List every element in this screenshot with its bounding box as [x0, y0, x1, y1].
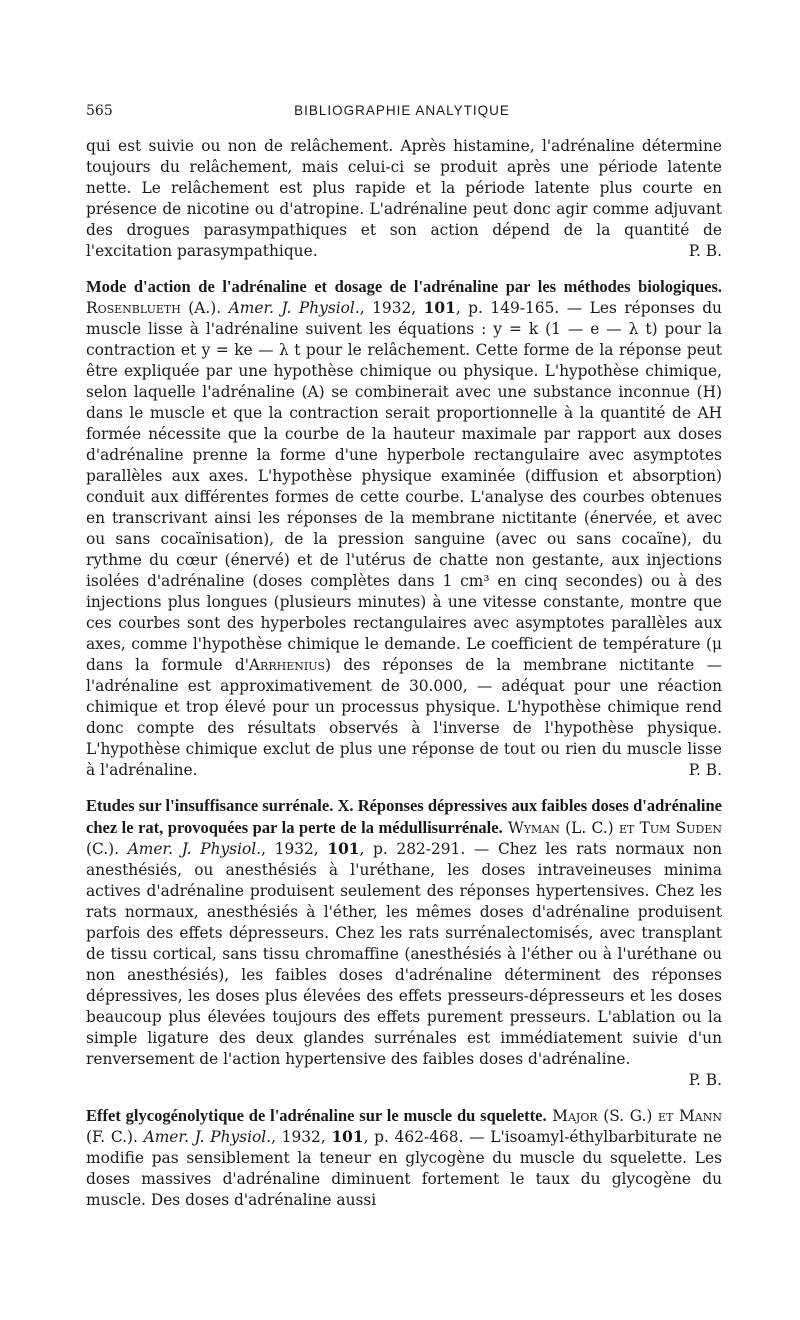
page-body — [86, 136, 722, 1211]
entry-paragraph — [86, 795, 722, 1070]
bibliography-entry-3 — [86, 1105, 722, 1211]
page-header — [82, 103, 722, 123]
entry-authors: Major (S. G.) et Mann (F. C.). — [86, 1107, 722, 1146]
entry-title: Etudes sur l'insuffisance surrénale. X. Réponses dépressives aux faibles doses d'adrénaline chez le rat, provoquées par la perte de la médullisurrénale. — [86, 796, 722, 837]
entry-journal: Amer. J. Physiol. — [228, 299, 360, 317]
entry-pages: , p. 282-291. — — [359, 840, 490, 858]
running-head: BIBLIOGRAPHIE ANALYTIQUE — [294, 103, 510, 118]
entry-year: , 1932, — [261, 840, 319, 858]
bibliography-entry-1 — [86, 276, 722, 781]
entry-abstract-continued: ) des réponses de la membrane nictitante — l'adrénaline est approximativement de 30.000, — adéquat pour une réaction chimique et trop élevé pour un processus physique. L'hypothèse chimique rend donc compte des résultats observés à l'inverse de l'hypothèse physique. L'hypothèse chimique exclut de plus une réponse de tout ou rien du muscle lisse à l'adrénaline. — [86, 656, 722, 779]
bibliography-entry-2 — [86, 795, 722, 1091]
entry-authors: Wyman (L. C.) et Tum Suden (C.). — [86, 819, 722, 858]
intro-paragraph — [86, 136, 722, 262]
entry-abstract: Chez les rats normaux non anesthésiés, ou anesthésiés à l'uréthane, les doses intraveineuses minima actives d'adrénaline produisent seulement des réponses hypertensives. Chez les rats normaux, anesthésiés à l'éther, les mêmes doses d'adrénaline produisent parfois des effets dépresseurs. Chez les rats surrénalectomisés, avec transplant de tissu cortical, sans tissu chromaffine (anesthésiés à l'éther ou à l'uréthane ou non anesthésiés), les faibles doses d'adrénaline déterminent des réponses dépressives, les doses plus élevées des effets presseurs-dépresseurs et les doses beaucoup plus élevées toujours des effets purement presseurs. L'ablation ou la simple ligature des deux glandes surrénales est immédiatement suivie d'un renversement de l'action hypertensive des faibles doses d'adrénaline. — [86, 840, 722, 1068]
entry-abstract: L'isoamyl-éthylbarbiturate ne modifie pas sensiblement la teneur en glycogène du muscle du squelette. Les doses massives d'adrénaline diminuent fortement le taux du glycogène du muscle. Des doses d'adrénaline aussi — [86, 1128, 722, 1209]
intro-text: qui est suivie ou non de relâchement. Après histamine, l'adrénaline détermine toujours du relâchement, mais celui-ci se produit après une période latente nette. Le relâchement est plus rapide et la période latente plus courte en présence de nicotine ou d'atropine. L'adrénaline peut donc agir comme adjuvant des drogues parasympathiques et son action dépend de la quantité de l'excitation parasympathique. — [86, 137, 722, 260]
arrhenius-name: Arrhenius — [248, 656, 325, 674]
entry-pages: , p. 462-468. — — [363, 1128, 485, 1146]
entry-paragraph — [86, 276, 722, 781]
entry-journal: Amer. J. Physiol. — [143, 1128, 272, 1146]
entry-volume: 101 — [423, 299, 456, 317]
entry-authors: Rosenblueth (A.). — [86, 299, 222, 317]
entry-volume: 101 — [327, 840, 360, 858]
page-number: 565 — [86, 103, 113, 119]
entry-year: , 1932, — [271, 1128, 326, 1146]
entry-year: , 1932, — [359, 299, 417, 317]
entry-signature: P. B. — [688, 1071, 722, 1089]
entry-signature: P. B. — [688, 761, 722, 779]
intro-signature: P. B. — [688, 242, 722, 260]
entry-pages: , p. 149-165. — — [455, 299, 583, 317]
entry-title: Effet glycogénolytique de l'adrénaline sur le muscle du squelette. — [86, 1106, 547, 1125]
entry-paragraph — [86, 1105, 722, 1211]
entry-volume: 101 — [331, 1128, 364, 1146]
entry-title: Mode d'action de l'adrénaline et dosage de l'adrénaline par les méthodes biologiques. — [86, 277, 722, 296]
entry-journal: Amer. J. Physiol. — [127, 840, 262, 858]
entry-abstract: Les réponses du muscle lisse à l'adrénaline suivent les équations : y = k (1 — e — λ t) pour la contraction et y = ke — λ t pour le relâchement. Cette forme de la réponse peut être expliquée par une hypothèse chimique ou physique. L'hypothèse chimique, selon laquelle l'adrénaline (A) se combinerait avec une substance inconnue (H) dans le muscle et que la contraction serait proportionnelle à la quantité de AH formée nécessite que la courbe de la hauteur maximale par rapport aux doses d'adrénaline prenne la forme d'une hyperbole rectangulaire avec asymptotes parallèles aux axes. L'hypothèse physique examinée (diffusion et absorption) conduit aux différentes formes de cette courbe. L'analyse des courbes obtenues en transcrivant ainsi les réponses de la membrane nictitante (énervée, et avec ou sans cocaïnisation), de la pression sanguine (avec ou sans cocaïne), du rythme du cœur (énervé) et de l'utérus de chatte non gestante, aux injections isolées d'adrénaline (doses complètes dans 1 cm³ en cinq secondes) ou à des injections plus longues (plusieurs minutes) à une vitesse constante, montre que ces courbes sont des hyperboles rectangulaires avec asymptotes parallèles aux axes, comme l'hypothèse chimique le demande. Le coefficient de température (μ dans la formule d' — [86, 299, 722, 674]
